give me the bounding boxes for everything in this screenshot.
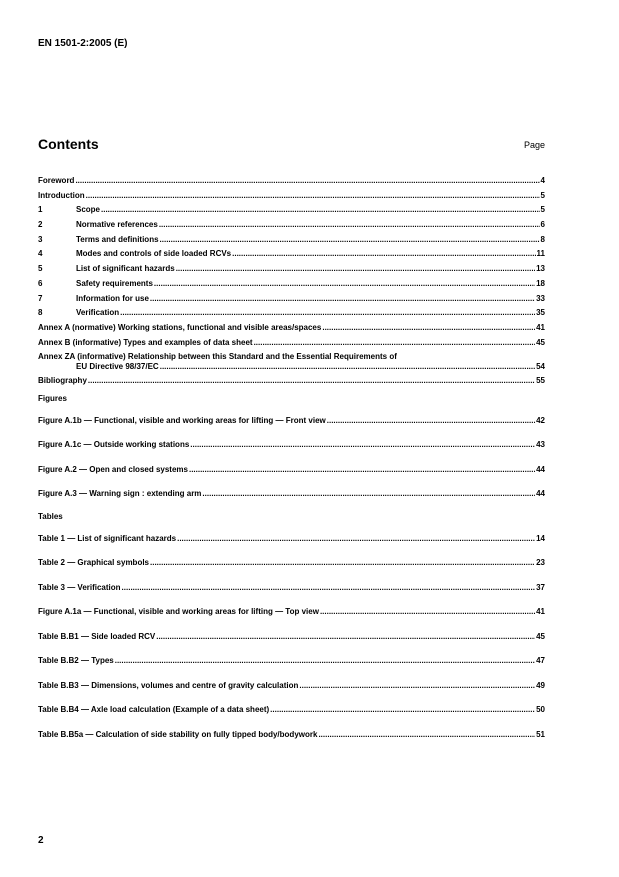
page-title: Contents bbox=[38, 136, 99, 152]
toc-leader-dots bbox=[270, 698, 535, 723]
toc-entry-page: 44 bbox=[536, 464, 545, 474]
toc-entry-text: Table 3 — Verification bbox=[38, 582, 121, 592]
toc-entry-text: EU Directive 98/37/EC bbox=[76, 362, 159, 372]
toc-entry[interactable] bbox=[38, 203, 545, 218]
toc-entry-text: Table B.B5a — Calculation of side stability on fully tipped body/bodywork bbox=[38, 729, 318, 739]
toc-entry[interactable] bbox=[38, 698, 545, 723]
toc-entry[interactable] bbox=[38, 576, 545, 601]
toc-entry-page: 18 bbox=[536, 278, 545, 288]
toc-entry-page: 35 bbox=[536, 308, 545, 318]
toc-entry-text: Table B.B3 — Dimensions, volumes and centre of gravity calculation bbox=[38, 680, 299, 690]
toc-leader-dots bbox=[160, 362, 535, 372]
toc-entry[interactable] bbox=[38, 174, 545, 189]
toc-leader-dots bbox=[202, 482, 535, 507]
toc-entry-page: 41 bbox=[536, 322, 545, 332]
toc-leader-dots bbox=[189, 458, 535, 483]
toc-entry-bibliography[interactable] bbox=[38, 374, 545, 389]
toc-entry-page: 8 bbox=[540, 234, 545, 244]
toc-entry-text: Figure A.3 — Warning sign : extending arm bbox=[38, 489, 202, 499]
toc-entry-page: 13 bbox=[536, 264, 545, 274]
toc-entry[interactable] bbox=[38, 649, 545, 674]
toc-entry-number: 2 bbox=[38, 220, 43, 230]
toc-entry-number: 5 bbox=[38, 264, 43, 274]
toc-entry-annex-za[interactable] bbox=[38, 350, 545, 374]
toc-entry-number: 6 bbox=[38, 278, 43, 288]
toc-entry-number: 1 bbox=[38, 205, 43, 215]
toc-entry[interactable] bbox=[38, 218, 545, 233]
toc-entry-text: Modes and controls of side loaded RCVs bbox=[76, 249, 232, 259]
toc-entry[interactable] bbox=[38, 306, 545, 321]
tables-heading: Tables bbox=[38, 511, 63, 521]
toc-entry-text: Annex ZA (informative) Relationship between this Standard and the Essential Requirements of bbox=[38, 352, 397, 362]
table-of-contents bbox=[38, 174, 545, 747]
figures-list bbox=[38, 409, 545, 507]
toc-entry-text: Information for use bbox=[76, 293, 149, 303]
toc-entry-page: 5 bbox=[540, 205, 545, 215]
toc-entry[interactable] bbox=[38, 292, 545, 307]
toc-entry-text: Table B.B1 — Side loaded RCV bbox=[38, 631, 156, 641]
toc-entry[interactable] bbox=[38, 723, 545, 748]
toc-entry-text: Verification bbox=[76, 308, 120, 318]
toc-leader-dots bbox=[86, 189, 540, 204]
toc-entry-text: Foreword bbox=[38, 176, 75, 185]
toc-leader-dots bbox=[322, 321, 535, 336]
toc-leader-dots bbox=[190, 433, 535, 458]
toc-entry-page: 51 bbox=[536, 729, 545, 739]
toc-entry[interactable] bbox=[38, 321, 545, 336]
toc-entry-text: Table 2 — Graphical symbols bbox=[38, 558, 149, 568]
toc-entry[interactable] bbox=[38, 600, 545, 625]
toc-entry-page: 23 bbox=[536, 558, 545, 568]
toc-entry-page: 14 bbox=[536, 533, 545, 543]
toc-entry-page: 54 bbox=[536, 362, 545, 372]
toc-leader-dots bbox=[156, 625, 535, 650]
toc-entry[interactable] bbox=[38, 527, 545, 552]
toc-entry-text: Figure A.2 — Open and closed systems bbox=[38, 464, 188, 474]
toc-entry-text: Scope bbox=[76, 205, 101, 215]
toc-entry[interactable] bbox=[38, 433, 545, 458]
toc-leader-dots bbox=[318, 723, 535, 748]
toc-main-list bbox=[38, 174, 545, 350]
toc-leader-dots bbox=[320, 600, 535, 625]
page-column-label: Page bbox=[523, 140, 545, 150]
toc-entry-page: 5 bbox=[540, 190, 545, 200]
page-number: 2 bbox=[38, 835, 44, 846]
toc-entry[interactable] bbox=[38, 674, 545, 699]
toc-entry-text: Bibliography bbox=[38, 376, 87, 386]
toc-entry-page: 43 bbox=[536, 440, 545, 450]
toc-leader-dots bbox=[327, 409, 535, 434]
toc-entry-number: 4 bbox=[38, 249, 43, 259]
toc-leader-dots bbox=[177, 527, 535, 552]
figures-heading: Figures bbox=[38, 393, 67, 403]
toc-entry-page: 33 bbox=[536, 293, 545, 303]
toc-leader-dots bbox=[101, 203, 540, 218]
toc-entry[interactable] bbox=[38, 482, 545, 507]
toc-entry-text: Safety requirements bbox=[76, 278, 153, 288]
toc-leader-dots bbox=[159, 218, 540, 233]
toc-leader-dots bbox=[150, 292, 535, 307]
toc-leader-dots bbox=[160, 233, 540, 248]
toc-leader-dots bbox=[176, 262, 535, 277]
toc-entry-text: Table B.B2 — Types bbox=[38, 656, 114, 666]
toc-entry-page: 4 bbox=[540, 176, 545, 185]
toc-entry-text: Figure A.1b — Functional, visible and working areas for lifting — Front view bbox=[38, 415, 326, 425]
toc-entry-text: Table B.B4 — Axle load calculation (Example of a data sheet) bbox=[38, 705, 270, 715]
toc-entry-page: 49 bbox=[536, 680, 545, 690]
toc-leader-dots bbox=[254, 336, 536, 351]
toc-entry-text: List of significant hazards bbox=[76, 264, 175, 274]
toc-entry-page: 45 bbox=[536, 337, 545, 347]
toc-leader-dots bbox=[299, 674, 535, 699]
toc-entry-text: Table 1 — List of significant hazards bbox=[38, 533, 177, 543]
toc-entry[interactable] bbox=[38, 458, 545, 483]
toc-entry-text: Introduction bbox=[38, 190, 85, 200]
toc-entry-text: Terms and definitions bbox=[76, 234, 159, 244]
toc-entry[interactable] bbox=[38, 247, 545, 262]
toc-entry[interactable] bbox=[38, 409, 545, 434]
toc-entry-page: 6 bbox=[540, 220, 545, 230]
toc-leader-dots bbox=[232, 247, 535, 262]
toc-entry-page: 42 bbox=[536, 415, 545, 425]
toc-entry-page: 41 bbox=[536, 607, 545, 617]
toc-entry-text: Annex A (normative) Working stations, functional and visible areas/spaces bbox=[38, 322, 322, 332]
toc-entry-page: 44 bbox=[536, 489, 545, 499]
toc-entry-page: 45 bbox=[536, 631, 545, 641]
toc-entry-page: 11 bbox=[536, 249, 545, 259]
toc-entry[interactable] bbox=[38, 233, 545, 248]
toc-entry-number: 3 bbox=[38, 234, 43, 244]
toc-entry[interactable] bbox=[38, 262, 545, 277]
toc-leader-dots bbox=[115, 649, 535, 674]
tables-list bbox=[38, 527, 545, 748]
toc-leader-dots bbox=[88, 374, 535, 389]
toc-entry-number: 8 bbox=[38, 308, 43, 318]
toc-entry[interactable] bbox=[38, 277, 545, 292]
document-header: EN 1501-2:2005 (E) bbox=[38, 38, 128, 49]
toc-leader-dots bbox=[150, 551, 535, 576]
toc-entry-text: Normative references bbox=[76, 220, 158, 230]
toc-entry-page: 55 bbox=[536, 376, 545, 386]
toc-leader-dots bbox=[154, 277, 535, 292]
toc-leader-dots bbox=[75, 174, 539, 189]
toc-entry-text: Figure A.1c — Outside working stations bbox=[38, 440, 190, 450]
toc-entry-page: 50 bbox=[536, 705, 545, 715]
toc-leader-dots bbox=[120, 306, 535, 321]
toc-entry-page: 47 bbox=[536, 656, 545, 666]
toc-entry[interactable] bbox=[38, 189, 545, 204]
toc-entry-number: 7 bbox=[38, 293, 43, 303]
toc-leader-dots bbox=[122, 576, 536, 601]
toc-entry[interactable] bbox=[38, 336, 545, 351]
toc-entry-page: 37 bbox=[536, 582, 545, 592]
toc-entry-text: Figure A.1a — Functional, visible and working areas for lifting — Top view bbox=[38, 607, 319, 617]
toc-entry[interactable] bbox=[38, 625, 545, 650]
toc-entry[interactable] bbox=[38, 551, 545, 576]
toc-entry-text: Annex B (informative) Types and examples of data sheet bbox=[38, 337, 253, 347]
